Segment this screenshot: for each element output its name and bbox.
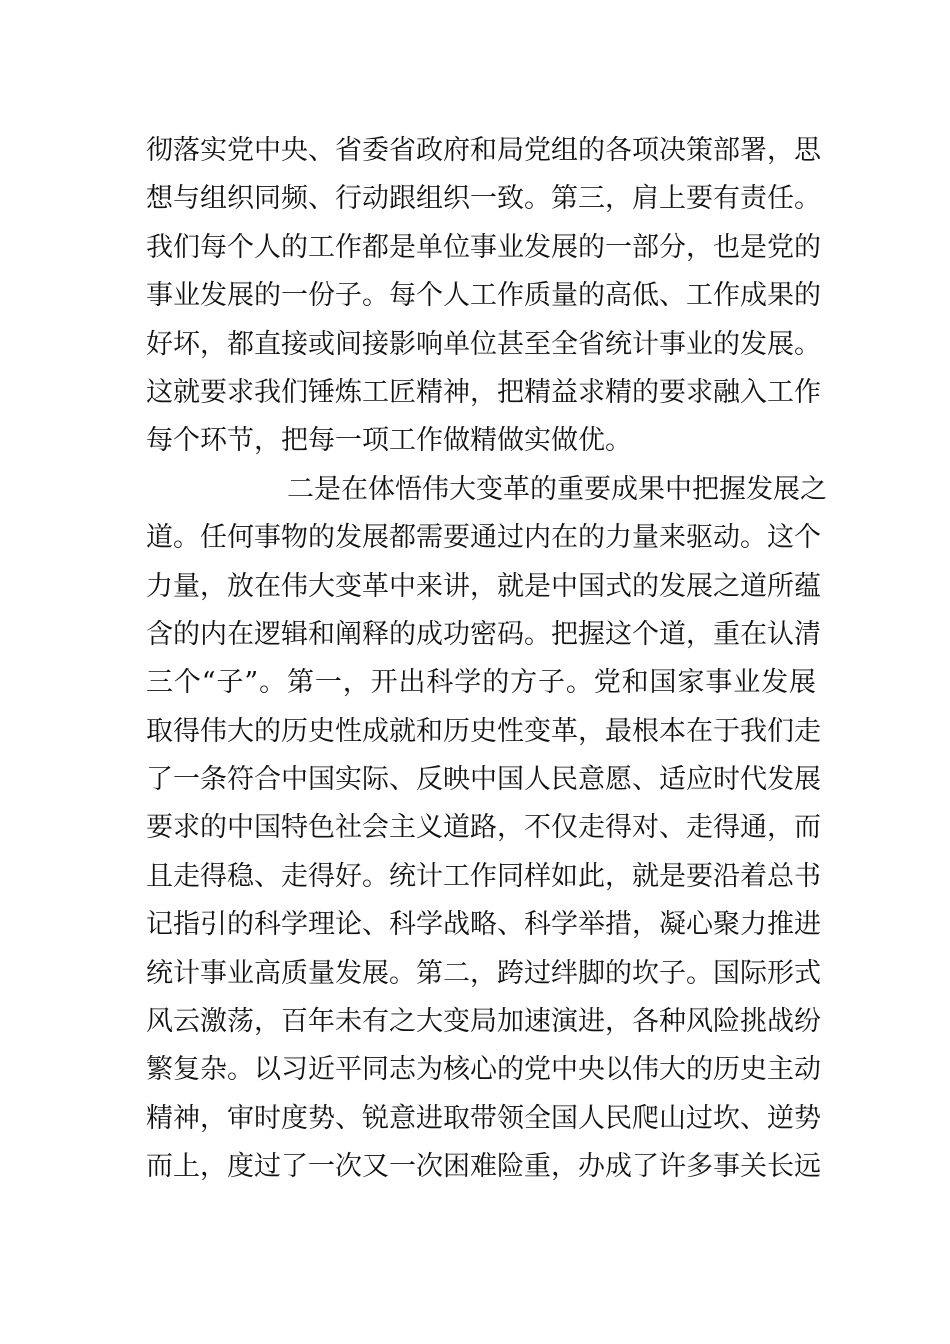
text-line: 精神，审时度势、锐意进取带领全国人民爬山过坎、逆势 [146,1102,821,1134]
text-line: 而上，度过了一次又一次困难险重，办成了许多事关长远 [146,1151,821,1183]
document-body [146,127,827,1192]
text-line: 道。任何事物的发展都需要通过内在的力量来驱动。这个 [146,522,821,554]
text-line: 事业发展的一份子。每个人工作质量的高低、工作成果的 [146,280,821,312]
text-line: 风云激荡，百年未有之大变局加速演进，各种风险挑战纷 [146,1006,821,1038]
text-line: 要求的中国特色社会主义道路，不仅走得对、走得通，而 [146,812,821,844]
text-line: 好坏，都直接或间接影响单位甚至全省统计事业的发展。 [146,328,821,360]
paragraph-2 [146,466,827,1192]
text-line: 了一条符合中国实际、反映中国人民意愿、适应时代发展 [146,764,821,796]
text-line: 每个环节，把每一项工作做精做实做优。 [146,425,632,457]
text-line: 彻落实党中央、省委省政府和局党组的各项决策部署，思 [146,135,821,166]
text-line: 我们每个人的工作都是单位事业发展的一部分，也是党的 [146,231,821,263]
text-line: 想与组织同频、行动跟组织一致。第三，肩上要有责任。 [146,183,821,215]
text-line: 这就要求我们锤炼工匠精神，把精益求精的要求融入工作 [146,376,821,408]
text-line: 力量，放在伟大变革中来讲，就是中国式的发展之道所蕴 [146,570,821,602]
text-line: 三个“子”。第一，开出科学的方子。党和国家事业发展 [146,667,816,699]
paragraph-1 [146,127,821,466]
text-line: 且走得稳、走得好。统计工作同样如此，就是要沿着总书 [146,860,821,892]
text-line: 含的内在逻辑和阐释的成功密码。把握这个道，重在认清 [146,618,821,650]
text-line: 记指引的科学理论、科学战略、科学举措，凝心聚力推进 [146,909,821,941]
text-line: 统计事业高质量发展。第二，跨过绊脚的坎子。国际形式 [146,957,821,989]
text-line: 取得伟大的历史性成就和历史性变革，最根本在于我们走 [146,715,821,747]
text-line: 繁复杂。以习近平同志为核心的党中央以伟大的历史主动 [146,1054,821,1086]
text-line: 二是在体悟伟大变革的重要成果中把握发展之 [287,473,827,505]
